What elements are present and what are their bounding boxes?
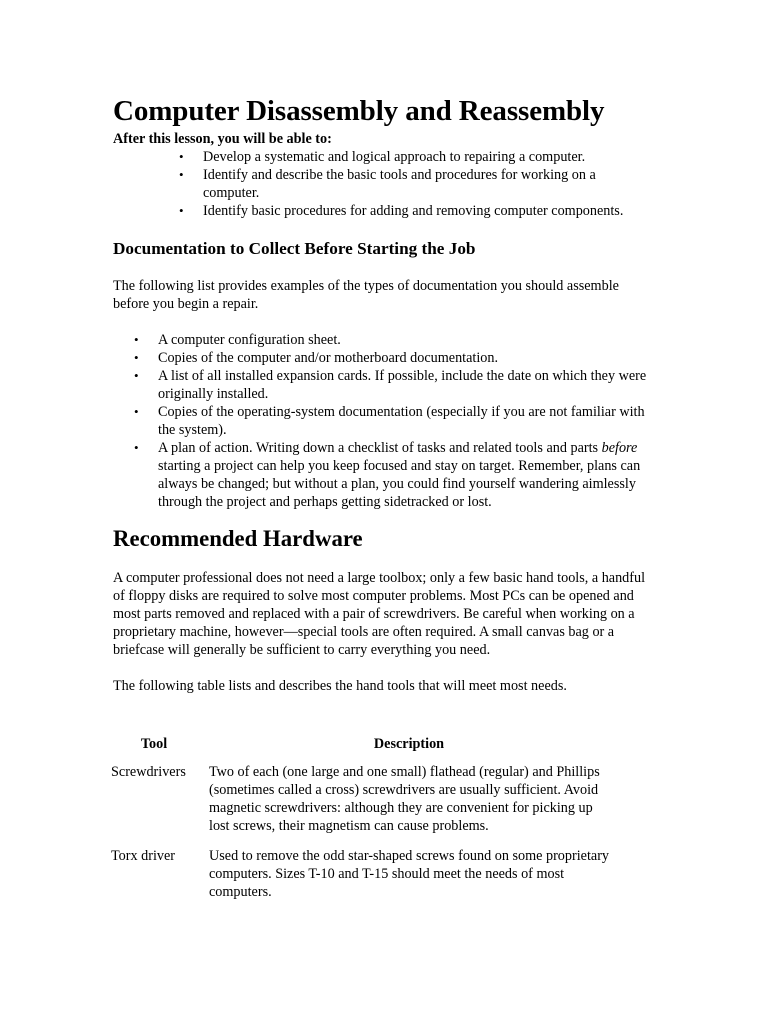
table-row	[105, 845, 615, 911]
documentation-item: • Copies of the operating-system documentation (especially if you are not familiar with the system).	[158, 403, 653, 439]
documentation-item-plan	[158, 439, 653, 511]
documentation-intro: The following list provides examples of the types of documentation you should assemble before you begin a repair.	[113, 278, 619, 312]
objectives-list	[113, 148, 658, 220]
table-header-tool: Tool	[140, 736, 168, 752]
table-header-description: Description	[373, 736, 445, 752]
table-row	[105, 761, 615, 845]
page-title: Computer Disassembly and Reassembly	[113, 95, 605, 127]
tools-table	[105, 733, 615, 911]
objective-item: • Identify basic procedures for adding and removing computer components.	[203, 202, 653, 220]
objective-item: • Develop a systematic and logical approach to repairing a computer.	[203, 148, 653, 166]
hardware-heading: Recommended Hardware	[113, 526, 363, 551]
documentation-heading: Documentation to Collect Before Starting the Job	[113, 239, 476, 258]
table-header-row	[105, 733, 615, 761]
hardware-paragraph: A computer professional does not need a large toolbox; only a few basic hand tools, a handful of floppy disks are required to solve most computer problems. Most PCs can be opened and most parts removed and replaced with a pair of screwdrivers. Be careful when working on a proprietary machine, however—special tools are often required. A small canvas bag or a briefcase will generally be sufficient to carry everything you need.	[113, 570, 646, 658]
plan-text-start: A plan of action. Writing down a checklist of tasks and related tools and parts	[158, 440, 602, 456]
documentation-item: • A computer configuration sheet.	[158, 331, 653, 349]
documentation-list	[113, 331, 658, 511]
table-intro: The following table lists and describes the hand tools that will meet most needs.	[113, 678, 567, 694]
documentation-item: • Copies of the computer and/or motherboard documentation.	[158, 349, 653, 367]
tool-name-cell: Screwdrivers	[111, 764, 186, 780]
plan-text-end: starting a project can help you keep focused and stay on target. Remember, plans can always be changed; but without a plan, you could find yourself wandering aimlessly through the project and perhaps getting sidetracked or lost.	[158, 458, 641, 510]
tool-description-cell: Two of each (one large and one small) flathead (regular) and Phillips (sometimes called a cross) screwdrivers are usually sufficient. Avoid magnetic screwdrivers: although they are convenient for picking up lost screws, their magnetism can cause problems.	[209, 764, 600, 834]
plan-emphasis: before	[601, 440, 638, 456]
documentation-item: • A list of all installed expansion cards. If possible, include the date on which they were originally installed.	[158, 367, 653, 403]
document-page	[113, 94, 658, 695]
tool-name-cell: Torx driver	[111, 848, 176, 864]
objective-item: • Identify and describe the basic tools and procedures for working on a computer.	[203, 166, 653, 202]
tool-description-cell: Used to remove the odd star-shaped screws found on some proprietary computers. Sizes T-10 and T-15 should meet the needs of most computers.	[209, 848, 610, 900]
objectives-intro: After this lesson, you will be able to:	[113, 131, 332, 147]
